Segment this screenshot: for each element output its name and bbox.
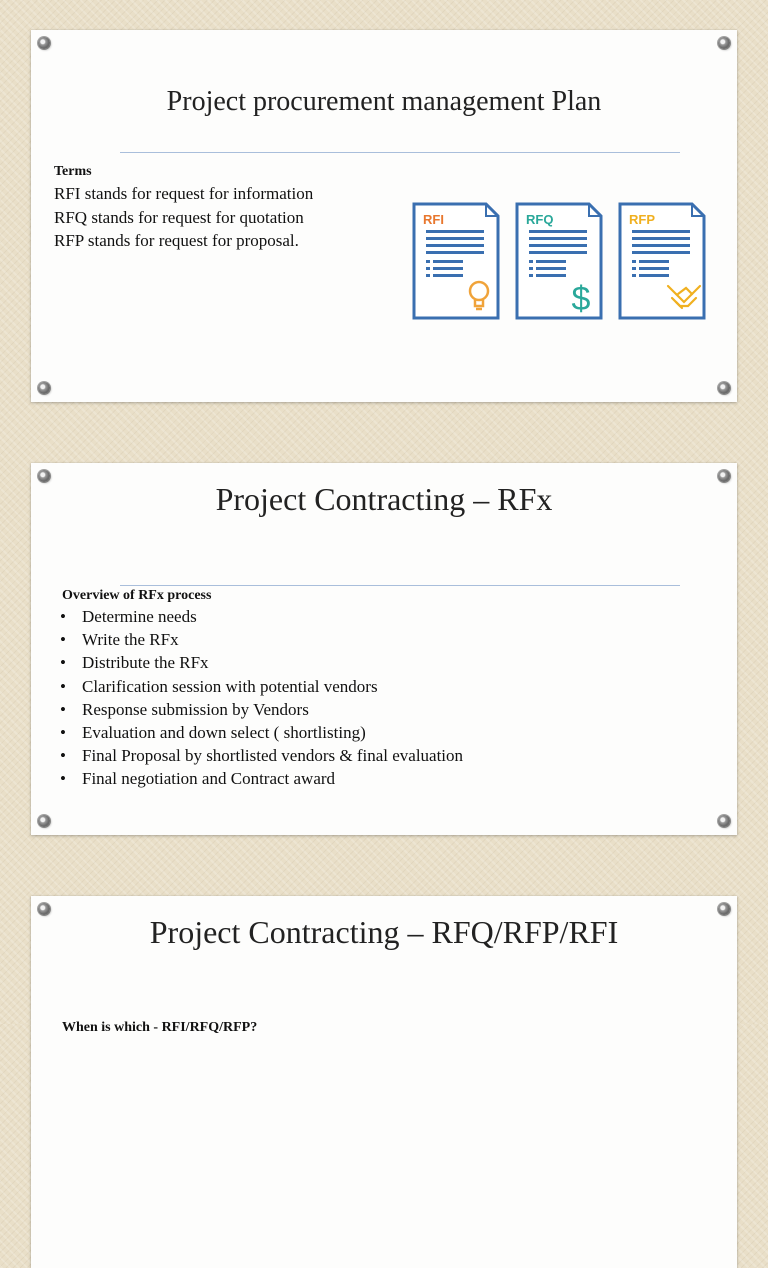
list-item: • Determine needs (60, 605, 463, 628)
list-item: • Final negotiation and Contract award (60, 767, 463, 790)
overview-heading: Overview of RFx process (62, 588, 212, 603)
rfi-document-icon (412, 202, 500, 320)
slide-title: Project procurement management Plan (166, 86, 602, 117)
pushpin-icon (38, 382, 50, 394)
title-divider (120, 585, 680, 586)
list-item: • Distribute the RFx (60, 651, 463, 674)
slide-title: Project Contracting – RFx (215, 481, 553, 517)
list-item: • Final Proposal by shortlisted vendors & final evaluation (60, 744, 463, 767)
rfp-document-icon (618, 202, 706, 320)
pushpin-icon (718, 815, 730, 827)
rfx-documents-illustration (412, 202, 712, 322)
term-item: RFP stands for request for proposal. (54, 231, 299, 250)
list-item: • Evaluation and down select ( shortlisting) (60, 721, 463, 744)
pushpin-icon (718, 382, 730, 394)
slide-title: Project Contracting – RFQ/RFP/RFI (149, 914, 619, 950)
rfp-label: RFP (629, 212, 655, 227)
rfq-label: RFQ (526, 212, 554, 227)
pushpin-icon (38, 815, 50, 827)
rfq-document-icon (515, 202, 603, 320)
list-item: • Response submission by Vendors (60, 698, 463, 721)
title-divider (120, 152, 680, 153)
slide-contracting-rfx (31, 463, 737, 835)
pushpin-icon (718, 37, 730, 49)
list-item: • Write the RFx (60, 628, 463, 651)
term-item: RFI stands for request for information (54, 184, 314, 203)
partial-heading: When is which - RFI/RFQ/RFP? (62, 1020, 258, 1035)
rfi-label: RFI (423, 212, 444, 227)
slide-contracting-rfq-rfp-rfi (31, 896, 737, 1268)
terms-list (54, 182, 313, 253)
slide-procurement-plan (31, 30, 737, 402)
pushpin-icon (38, 37, 50, 49)
term-item: RFQ stands for request for quotation (54, 207, 304, 227)
terms-heading: Terms (54, 164, 92, 179)
dollar-sign-icon: $ (571, 280, 591, 318)
rfx-process-steps (60, 605, 463, 791)
list-item: • Clarification session with potential vendors (60, 675, 463, 698)
